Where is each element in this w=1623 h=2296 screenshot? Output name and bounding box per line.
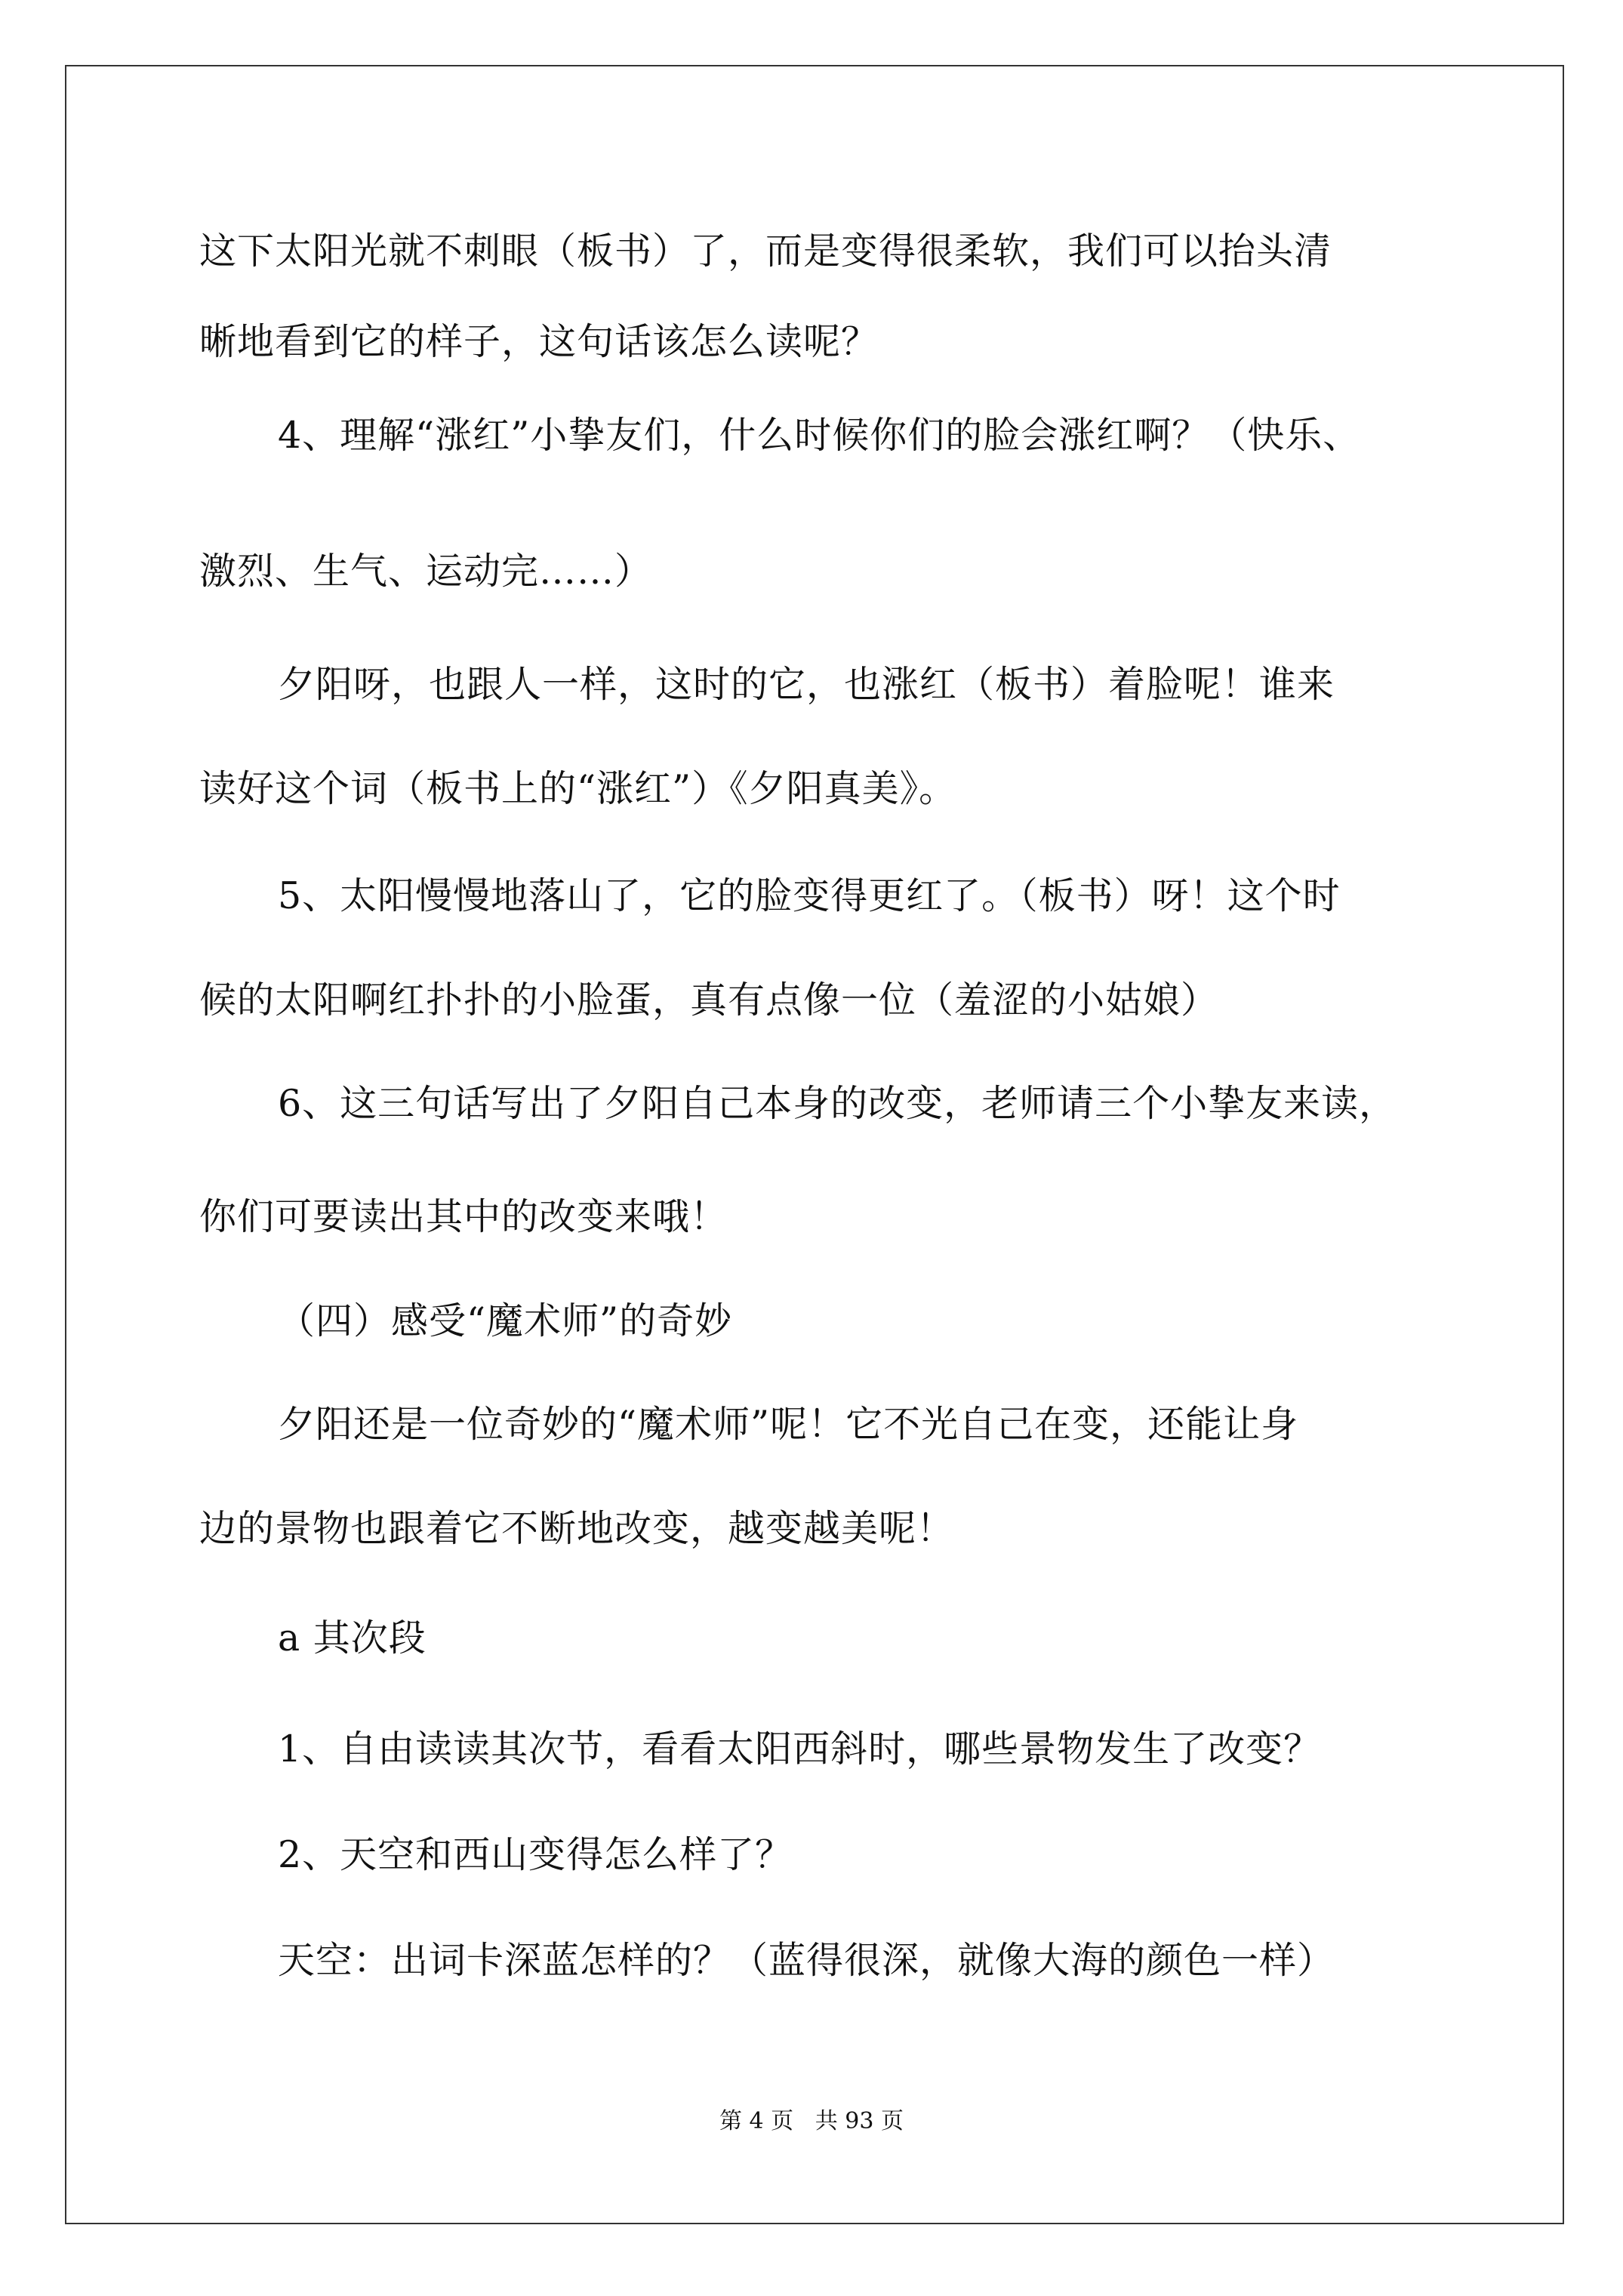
paragraph-line: 2、天空和西山变得怎么样了？ [278, 1833, 793, 1876]
paragraph-line: 夕阳呀，也跟人一样，这时的它，也涨红（板书）着脸呢！谁来 [278, 663, 1335, 706]
section-heading: （四）感受“魔术师”的奇妙 [278, 1299, 733, 1342]
paragraph-line: 边的景物也跟着它不断地改变，越变越美呢！ [199, 1507, 955, 1550]
subsection-heading: a 其次段 [278, 1616, 427, 1660]
paragraph-line: 这下太阳光就不刺眼（板书）了，而是变得很柔软，我们可以抬头清 [199, 230, 1332, 273]
paragraph-line: 读好这个词（板书上的“涨红”）《夕阳真美》。 [199, 767, 957, 810]
paragraph-line: 你们可要读出其中的改变来哦！ [199, 1195, 728, 1238]
paragraph-line: 4、理解“涨红”小挚友们，什么时候你们的脸会涨红啊？（快乐、 [278, 414, 1361, 457]
paragraph-line: 1、自由读读其次节，看看太阳西斜时，哪些景物发生了改变？ [278, 1727, 1322, 1771]
paragraph-line: 夕阳还是一位奇妙的“魔术师”呢！它不光自己在变，还能让身 [278, 1403, 1299, 1446]
paragraph-line: 候的太阳啊红扑扑的小脸蛋，真有点像一位（羞涩的小姑娘） [199, 978, 1219, 1022]
page-border [65, 65, 1564, 2224]
paragraph-line: 5、太阳慢慢地落山了，它的脸变得更红了。（板书）呀！这个时 [278, 874, 1341, 917]
paragraph-line: 6、这三句话写出了夕阳自己本身的改变，老师请三个小挚友来读， [278, 1082, 1397, 1125]
page-number-footer: 第 4 页 共 93 页 [719, 2108, 904, 2134]
paragraph-line: 天空：出词卡深蓝怎样的？（蓝得很深，就像大海的颜色一样） [278, 1939, 1335, 1982]
paragraph-line: 晰地看到它的样子，这句话该怎么读呢？ [199, 320, 879, 363]
paragraph-line: 激烈、生气、运动完……） [199, 550, 653, 593]
